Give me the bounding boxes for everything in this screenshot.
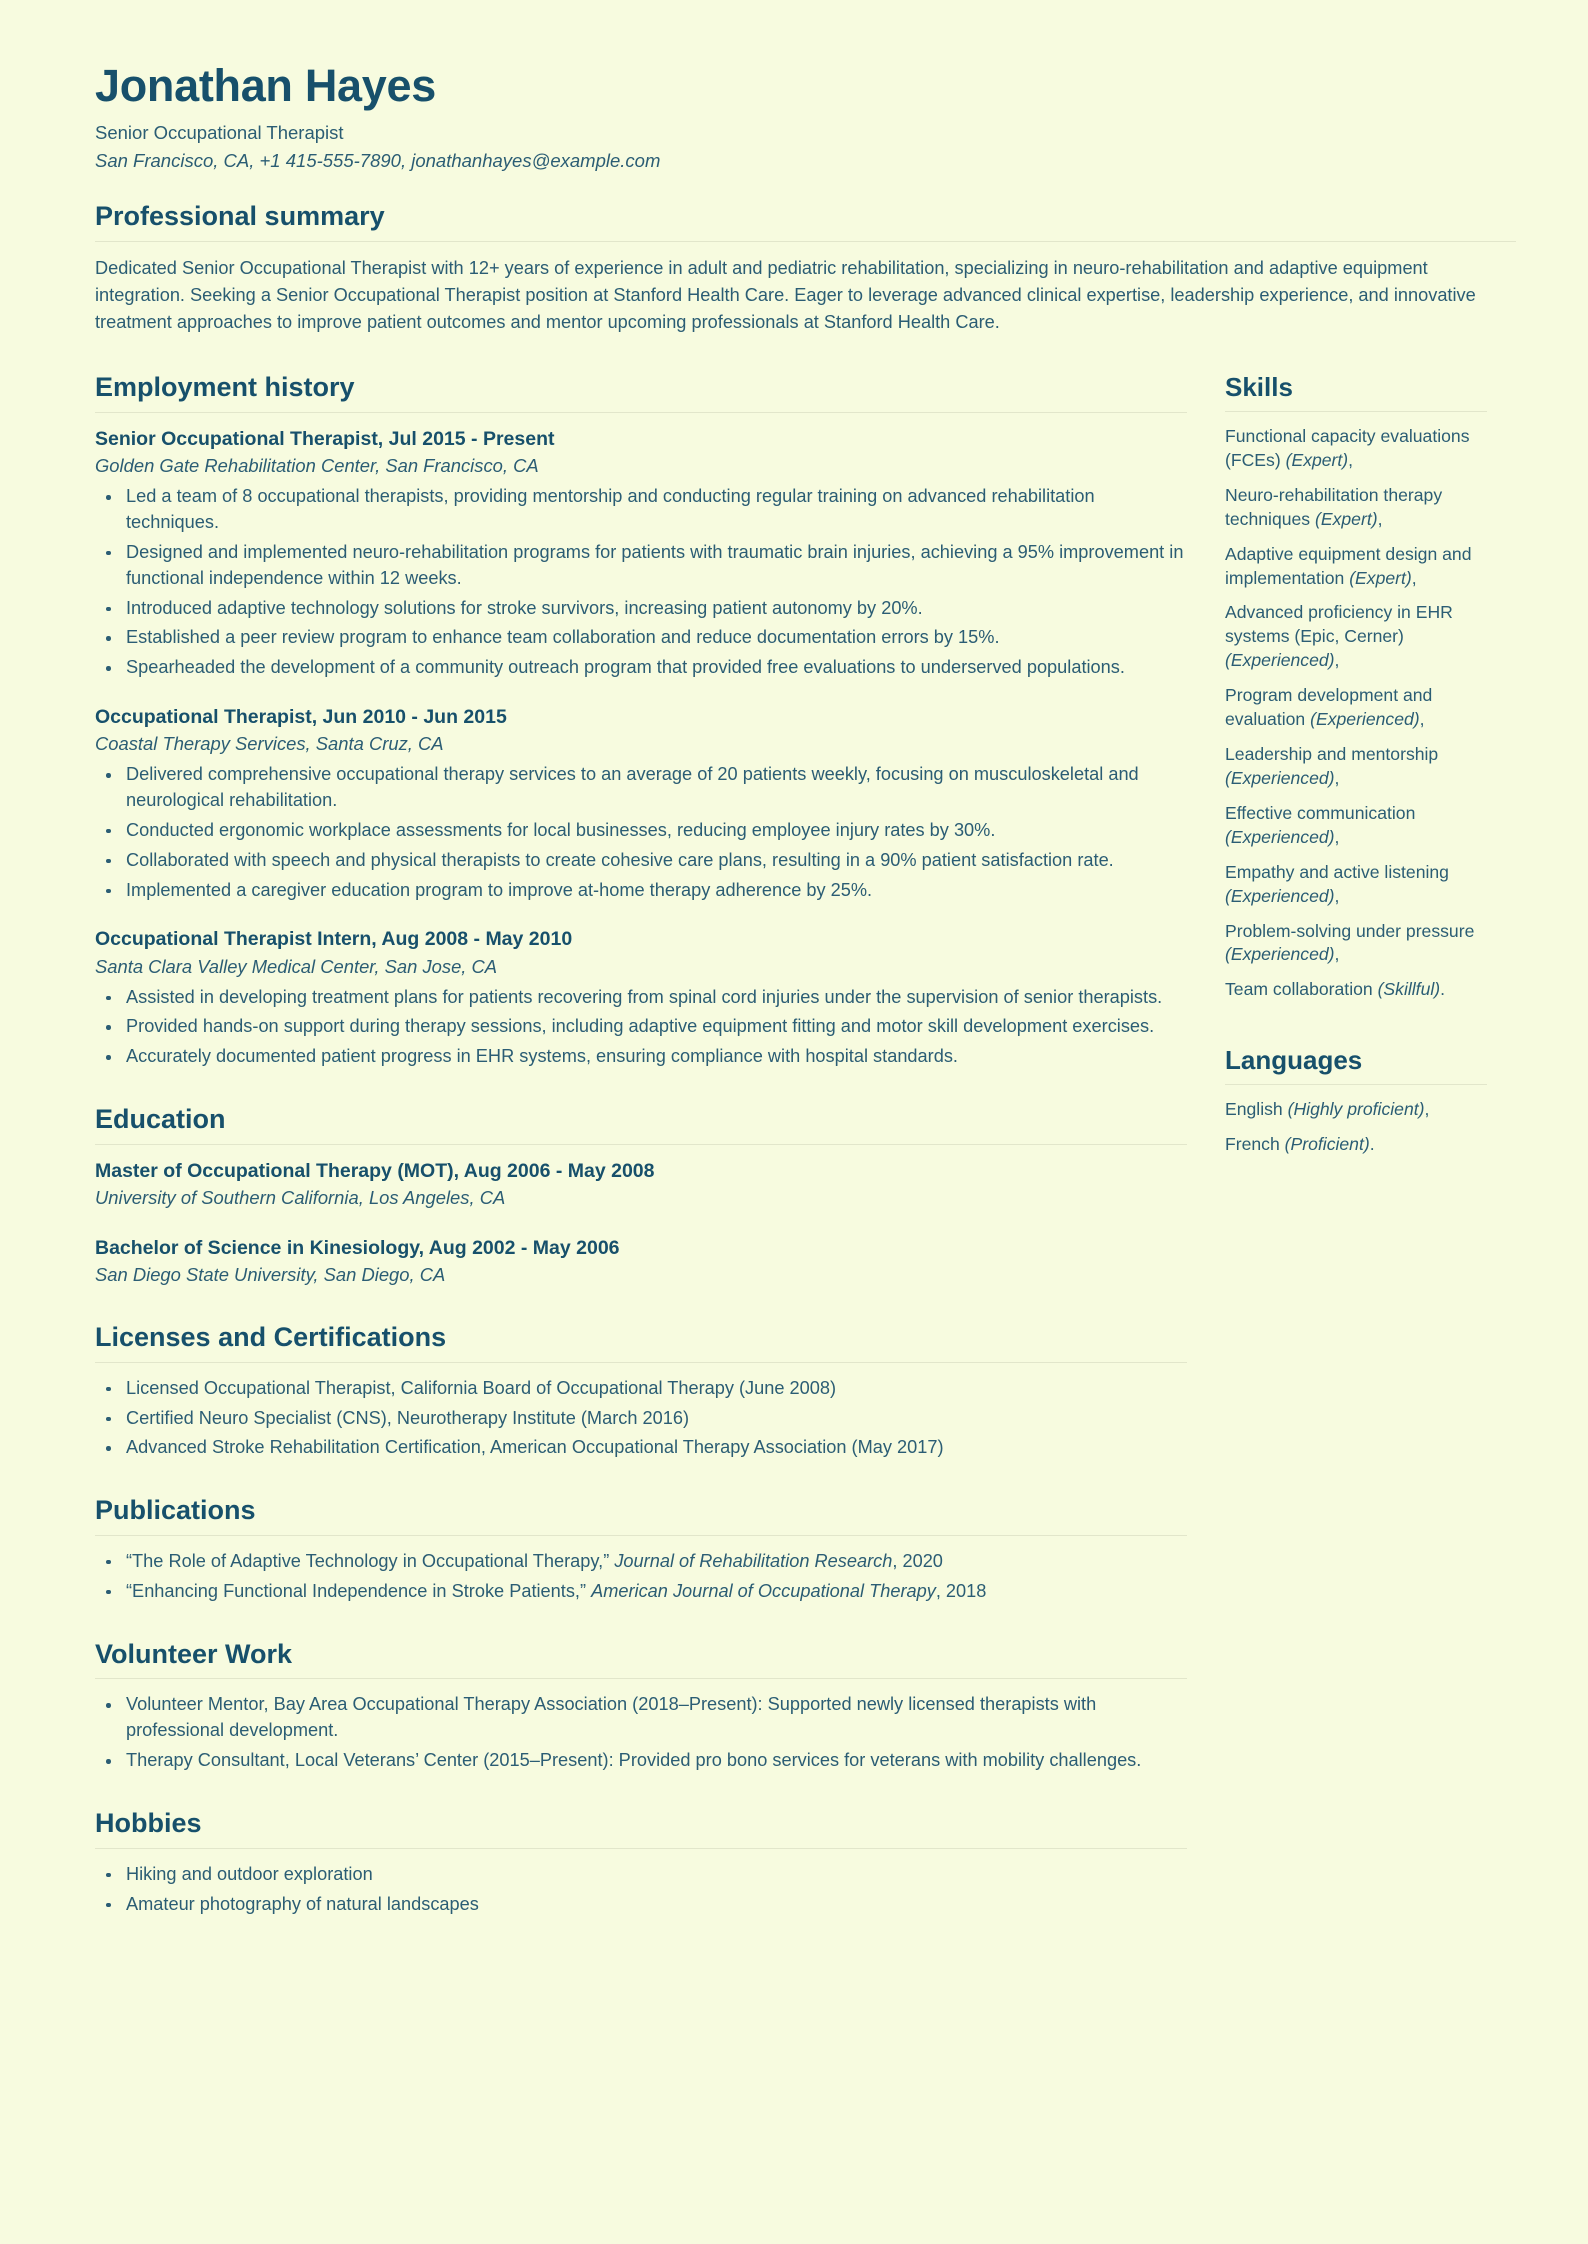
heading-divider — [95, 1678, 1187, 1679]
education-entry — [95, 1235, 1187, 1288]
list-item: Assisted in developing treatment plans for patients recovering from spinal cord injuries under the supervision of senior therapists. — [95, 985, 1187, 1011]
section-heading-publications: Publications — [95, 1495, 256, 1526]
publication-journal: Journal of Rehabilitation Research — [614, 1550, 893, 1571]
skill-item-separator: , — [1334, 885, 1340, 906]
skill-item-name: Effective communication — [1225, 802, 1416, 823]
heading-divider — [95, 1362, 1187, 1363]
list-item: Licensed Occupational Therapist, California Board of Occupational Therapy (June 2008) — [95, 1376, 1187, 1402]
skill-item — [1225, 743, 1487, 791]
heading-divider — [95, 1535, 1187, 1536]
skill-item-level: (Skillful) — [1377, 979, 1441, 1000]
skill-item — [1225, 802, 1487, 850]
publication-title: “Enhancing Functional Independence in Stroke Patients,” — [126, 1580, 592, 1601]
skill-item — [1225, 543, 1487, 591]
employment-title: Senior Occupational Therapist, Jul 2015 - Present — [95, 428, 555, 451]
skill-item-level: (Experienced) — [1310, 709, 1420, 730]
skill-item-separator: , — [1419, 709, 1425, 730]
skill-item-name: Adaptive equipment design and implementation — [1225, 543, 1472, 588]
employment-organization: Coastal Therapy Services, Santa Cruz, CA — [95, 733, 444, 755]
list-item: Volunteer Mentor, Bay Area Occupational Therapy Association (2018–Present): Supported newly licensed therapists with professional development. — [95, 1692, 1187, 1744]
skill-item — [1225, 601, 1487, 673]
resume-body — [95, 371, 1516, 1917]
skill-item-name: Leadership and mentorship — [1225, 744, 1439, 765]
language-item — [1225, 1098, 1487, 1122]
skill-item — [1225, 484, 1487, 532]
skill-item-name: Neuro-rehabilitation therapy techniques — [1225, 484, 1443, 529]
employment-entry — [95, 926, 1187, 1070]
education-entry — [95, 1158, 1187, 1211]
skill-item-separator: , — [1334, 767, 1340, 788]
skill-item-level: (Experienced) — [1225, 944, 1335, 965]
skill-item-level: (Experienced) — [1225, 650, 1335, 671]
hobbies-list — [95, 1862, 1187, 1918]
skill-item-separator: , — [1377, 508, 1383, 529]
education-list — [95, 1158, 1187, 1288]
skills-list — [1225, 425, 1487, 1002]
publication-year: , 2020 — [892, 1550, 943, 1571]
section-heading-skills: Skills — [1225, 372, 1293, 403]
skill-item-name: Functional capacity evaluations (FCEs) — [1225, 425, 1470, 470]
skill-item — [1225, 425, 1487, 473]
language-item-name: French — [1225, 1133, 1285, 1154]
sidebar-column — [1217, 371, 1487, 1156]
languages-list — [1225, 1098, 1487, 1157]
list-item: Amateur photography of natural landscapes — [95, 1892, 1187, 1918]
skill-item-level: (Experienced) — [1225, 826, 1335, 847]
list-item: Introduced adaptive technology solutions for stroke survivors, increasing patient autonomy by 20%. — [95, 596, 1187, 622]
education-school: San Diego State University, San Diego, CA — [95, 1264, 446, 1286]
section-heading-volunteer-work: Volunteer Work — [95, 1638, 293, 1669]
employment-bullets — [95, 985, 1187, 1071]
publication-item — [95, 1579, 1187, 1605]
skill-item-separator: . — [1440, 979, 1446, 1000]
section-skills — [1225, 371, 1487, 1002]
employment-title: Occupational Therapist Intern, Aug 2008 - May 2010 — [95, 928, 573, 951]
heading-divider — [1225, 411, 1487, 412]
heading-divider — [95, 1848, 1187, 1849]
list-item: Hiking and outdoor exploration — [95, 1862, 1187, 1888]
education-school: University of Southern California, Los Angeles, CA — [95, 1187, 506, 1209]
resume-header — [95, 62, 1516, 174]
list-item: Spearheaded the development of a community outreach program that provided free evaluations to underserved populations. — [95, 655, 1187, 681]
skill-item-name: Empathy and active listening — [1225, 861, 1449, 882]
skill-item-level: (Expert) — [1285, 449, 1349, 470]
skill-item-separator: , — [1334, 826, 1340, 847]
heading-divider — [95, 412, 1187, 413]
publications-list — [95, 1549, 1187, 1605]
skill-item-level: (Expert) — [1315, 508, 1378, 529]
skill-item-separator: , — [1334, 944, 1340, 965]
employment-bullets — [95, 484, 1187, 681]
employment-title: Occupational Therapist, Jun 2010 - Jun 2015 — [95, 706, 507, 729]
list-item: Advanced Stroke Rehabilitation Certification, American Occupational Therapy Association (May 2017) — [95, 1435, 1187, 1461]
employment-list — [95, 426, 1187, 1070]
skill-item — [1225, 861, 1487, 909]
employment-organization: Golden Gate Rehabilitation Center, San Francisco, CA — [95, 455, 539, 477]
section-hobbies — [95, 1807, 1187, 1917]
licenses-list — [95, 1376, 1187, 1462]
section-heading-professional-summary: Professional summary — [95, 201, 385, 232]
publication-item — [95, 1549, 1187, 1575]
employment-organization: Santa Clara Valley Medical Center, San Jose, CA — [95, 955, 498, 977]
section-publications — [95, 1494, 1187, 1604]
publication-journal: American Journal of Occupational Therapy — [591, 1580, 936, 1601]
list-item: Implemented a caregiver education program to improve at-home therapy adherence by 25%. — [95, 878, 1187, 904]
skill-item-level: (Experienced) — [1225, 885, 1335, 906]
language-item-name: English — [1225, 1098, 1288, 1119]
main-column — [95, 371, 1217, 1917]
list-item: Provided hands-on support during therapy sessions, including adaptive equipment fitting and motor skill development exercises. — [95, 1014, 1187, 1040]
section-employment-history — [95, 371, 1187, 1070]
section-education — [95, 1103, 1187, 1288]
section-heading-hobbies: Hobbies — [95, 1807, 202, 1838]
list-item: Therapy Consultant, Local Veterans’ Center (2015–Present): Provided pro bono services for veterans with mobility challenges. — [95, 1748, 1187, 1774]
employment-bullets — [95, 762, 1187, 903]
skill-item-separator: , — [1348, 449, 1354, 470]
skill-item-name: Team collaboration — [1225, 979, 1378, 1000]
section-heading-languages: Languages — [1225, 1045, 1363, 1076]
section-volunteer-work — [95, 1638, 1187, 1774]
list-item: Designed and implemented neuro-rehabilitation programs for patients with traumatic brain injuries, achieving a 95% improvement in functional independence within 12 weeks. — [95, 540, 1187, 592]
language-item-level: (Highly proficient) — [1287, 1098, 1425, 1119]
skill-item — [1225, 978, 1487, 1002]
section-heading-licenses: Licenses and Certifications — [95, 1321, 447, 1352]
candidate-contact-line: San Francisco, CA, +1 415-555-7890, jonathanhayes@example.com — [95, 149, 661, 171]
list-item: Led a team of 8 occupational therapists, providing mentorship and conducting regular training on advanced rehabilitation techniques. — [95, 484, 1187, 536]
heading-divider — [95, 1144, 1187, 1145]
volunteer-list — [95, 1692, 1187, 1774]
list-item: Delivered comprehensive occupational therapy services to an average of 20 patients weekly, focusing on musculoskeletal and neurological rehabilitation. — [95, 762, 1187, 814]
skill-item-name: Problem-solving under pressure — [1225, 920, 1475, 941]
heading-divider — [95, 241, 1516, 242]
list-item: Established a peer review program to enhance team collaboration and reduce documentation errors by 15%. — [95, 625, 1187, 651]
publication-title: “The Role of Adaptive Technology in Occupational Therapy,” — [126, 1550, 615, 1571]
list-item: Accurately documented patient progress in EHR systems, ensuring compliance with hospital standards. — [95, 1044, 1187, 1070]
skill-item — [1225, 684, 1487, 732]
skill-item-level: (Expert) — [1349, 567, 1412, 588]
skill-item-separator: , — [1411, 567, 1417, 588]
list-item: Certified Neuro Specialist (CNS), Neurotherapy Institute (March 2016) — [95, 1406, 1187, 1432]
skill-item-name: Advanced proficiency in EHR systems (Epic, Cerner) — [1225, 602, 1453, 647]
candidate-job-title: Senior Occupational Therapist — [95, 121, 344, 143]
language-item — [1225, 1133, 1487, 1157]
section-heading-employment-history: Employment history — [95, 372, 355, 403]
employment-entry — [95, 704, 1187, 903]
professional-summary-text: Dedicated Senior Occupational Therapist with 12+ years of experience in adult and pediatric rehabilitation, specializing in neuro-rehabilitation and adaptive equipment integration. Seeking a Senior Occupational Therapist position at Stanford Health Care. Eager to leverage advanced clinical expertise, leadership experience, and innovative treatment approaches to improve patient outcomes and mentor upcoming professionals at Stanford Health Care. — [95, 258, 1476, 332]
skill-item-separator: , — [1334, 650, 1340, 671]
section-heading-education: Education — [95, 1104, 226, 1135]
language-item-separator: , — [1424, 1098, 1430, 1119]
skill-item — [1225, 920, 1487, 968]
heading-divider — [1225, 1084, 1487, 1085]
language-item-separator: . — [1369, 1133, 1375, 1154]
list-item: Conducted ergonomic workplace assessments for local businesses, reducing employee injury rates by 30%. — [95, 818, 1187, 844]
section-languages — [1225, 1044, 1487, 1156]
employment-entry — [95, 426, 1187, 681]
education-degree: Bachelor of Science in Kinesiology, Aug 2002 - May 2006 — [95, 1236, 620, 1259]
list-item: Collaborated with speech and physical therapists to create cohesive care plans, resulting in a 90% patient satisfaction rate. — [95, 848, 1187, 874]
skill-item-name: Program development and evaluation — [1225, 685, 1433, 730]
language-item-level: (Proficient) — [1284, 1133, 1370, 1154]
publication-year: , 2018 — [935, 1580, 987, 1601]
skill-item-level: (Experienced) — [1225, 767, 1335, 788]
section-professional-summary — [95, 200, 1516, 335]
section-licenses-certifications — [95, 1321, 1187, 1461]
candidate-name: Jonathan Hayes — [95, 60, 436, 111]
education-degree: Master of Occupational Therapy (MOT), Aug 2006 - May 2008 — [95, 1159, 655, 1182]
